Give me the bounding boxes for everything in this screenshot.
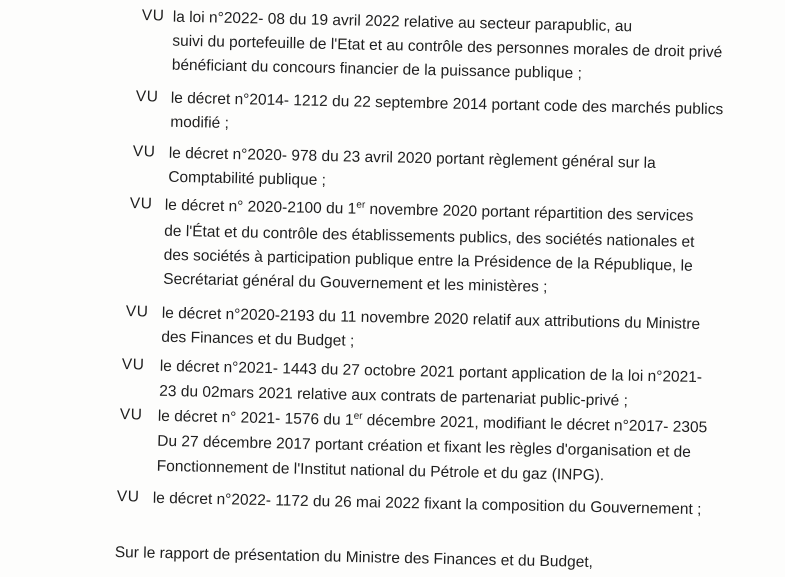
clause-line: Du 27 décembre 2017 portant création et fixant les règles d'organisation et de xyxy=(157,432,692,461)
vu-clause xyxy=(129,195,785,296)
clause-line: bénéficiant du concours financier de la puissance publique ; xyxy=(171,56,583,83)
clause-line: 23 du 02mars 2021 relative aux contrats de partenariat public-privé ; xyxy=(159,382,629,410)
clause-line: la loi n°2022- 08 du 19 avril 2022 relative au secteur parapublic, au xyxy=(172,8,633,36)
vu-marker: VU xyxy=(121,356,145,374)
vu-marker: VU xyxy=(135,88,159,106)
clause-line: Comptabilité publique ; xyxy=(168,168,327,190)
clause-line: des sociétés à participation publique entre la Présidence de la République, le xyxy=(163,246,693,275)
clause-line: modifié ; xyxy=(170,113,230,132)
clause-line: de l'État et du contrôle des établissements publics, des sociétés nationales et xyxy=(164,222,695,251)
vu-clause xyxy=(125,303,785,350)
clause-line: des Finances et du Budget ; xyxy=(161,328,355,350)
closing-paragraph: Sur le rapport de présentation du Ministre des Finances et du Budget, xyxy=(114,543,594,572)
vu-clause xyxy=(116,488,785,519)
clause-line: Fonctionnement de l'Institut national du Pétrole et du gaz (INPG). xyxy=(156,457,605,485)
vu-clause xyxy=(121,356,785,410)
vu-marker: VU xyxy=(119,406,143,424)
clause-line: le décret n° 2021- 1576 du 1er décembre 2021, modifiant le décret n°2017- 2305 xyxy=(157,407,708,437)
clause-line: Secrétariat général du Gouvernement et les ministères ; xyxy=(163,270,548,296)
vu-clause xyxy=(119,406,785,485)
vu-marker: VU xyxy=(116,488,140,506)
clause-line xyxy=(165,196,694,227)
vu-clause xyxy=(135,88,785,132)
clause-line: suivi du portefeuille de l'Etat et au contrôle des personnes morales de droit privé xyxy=(172,32,723,62)
clause-line: le décret n°2022- 1172 du 26 mai 2022 fixant la composition du Gouvernement ; xyxy=(152,489,702,519)
clause-line: le décret n°2020-2193 du 11 novembre 2020 relatif aux attributions du Ministre xyxy=(161,304,701,334)
vu-marker: VU xyxy=(125,303,149,321)
clause-line: le décret n°2014- 1212 du 22 septembre 2014 portant code des marchés publics xyxy=(170,89,724,119)
vu-marker: VU xyxy=(132,143,156,161)
clause-line: le décret n°2021- 1443 du 27 octobre 2021 portant application de la loi n°2021- xyxy=(159,357,703,387)
vu-marker: VU xyxy=(129,195,153,213)
vu-clause xyxy=(141,7,785,83)
clause-line-text: le décret n° 2020-2100 du 1er novembre 2020 portant répartition des services xyxy=(164,196,694,225)
vu-clause xyxy=(132,143,785,190)
vu-marker: VU xyxy=(141,7,165,25)
clause-line: le décret n°2020- 978 du 23 avril 2020 portant règlement général sur la xyxy=(168,144,656,172)
